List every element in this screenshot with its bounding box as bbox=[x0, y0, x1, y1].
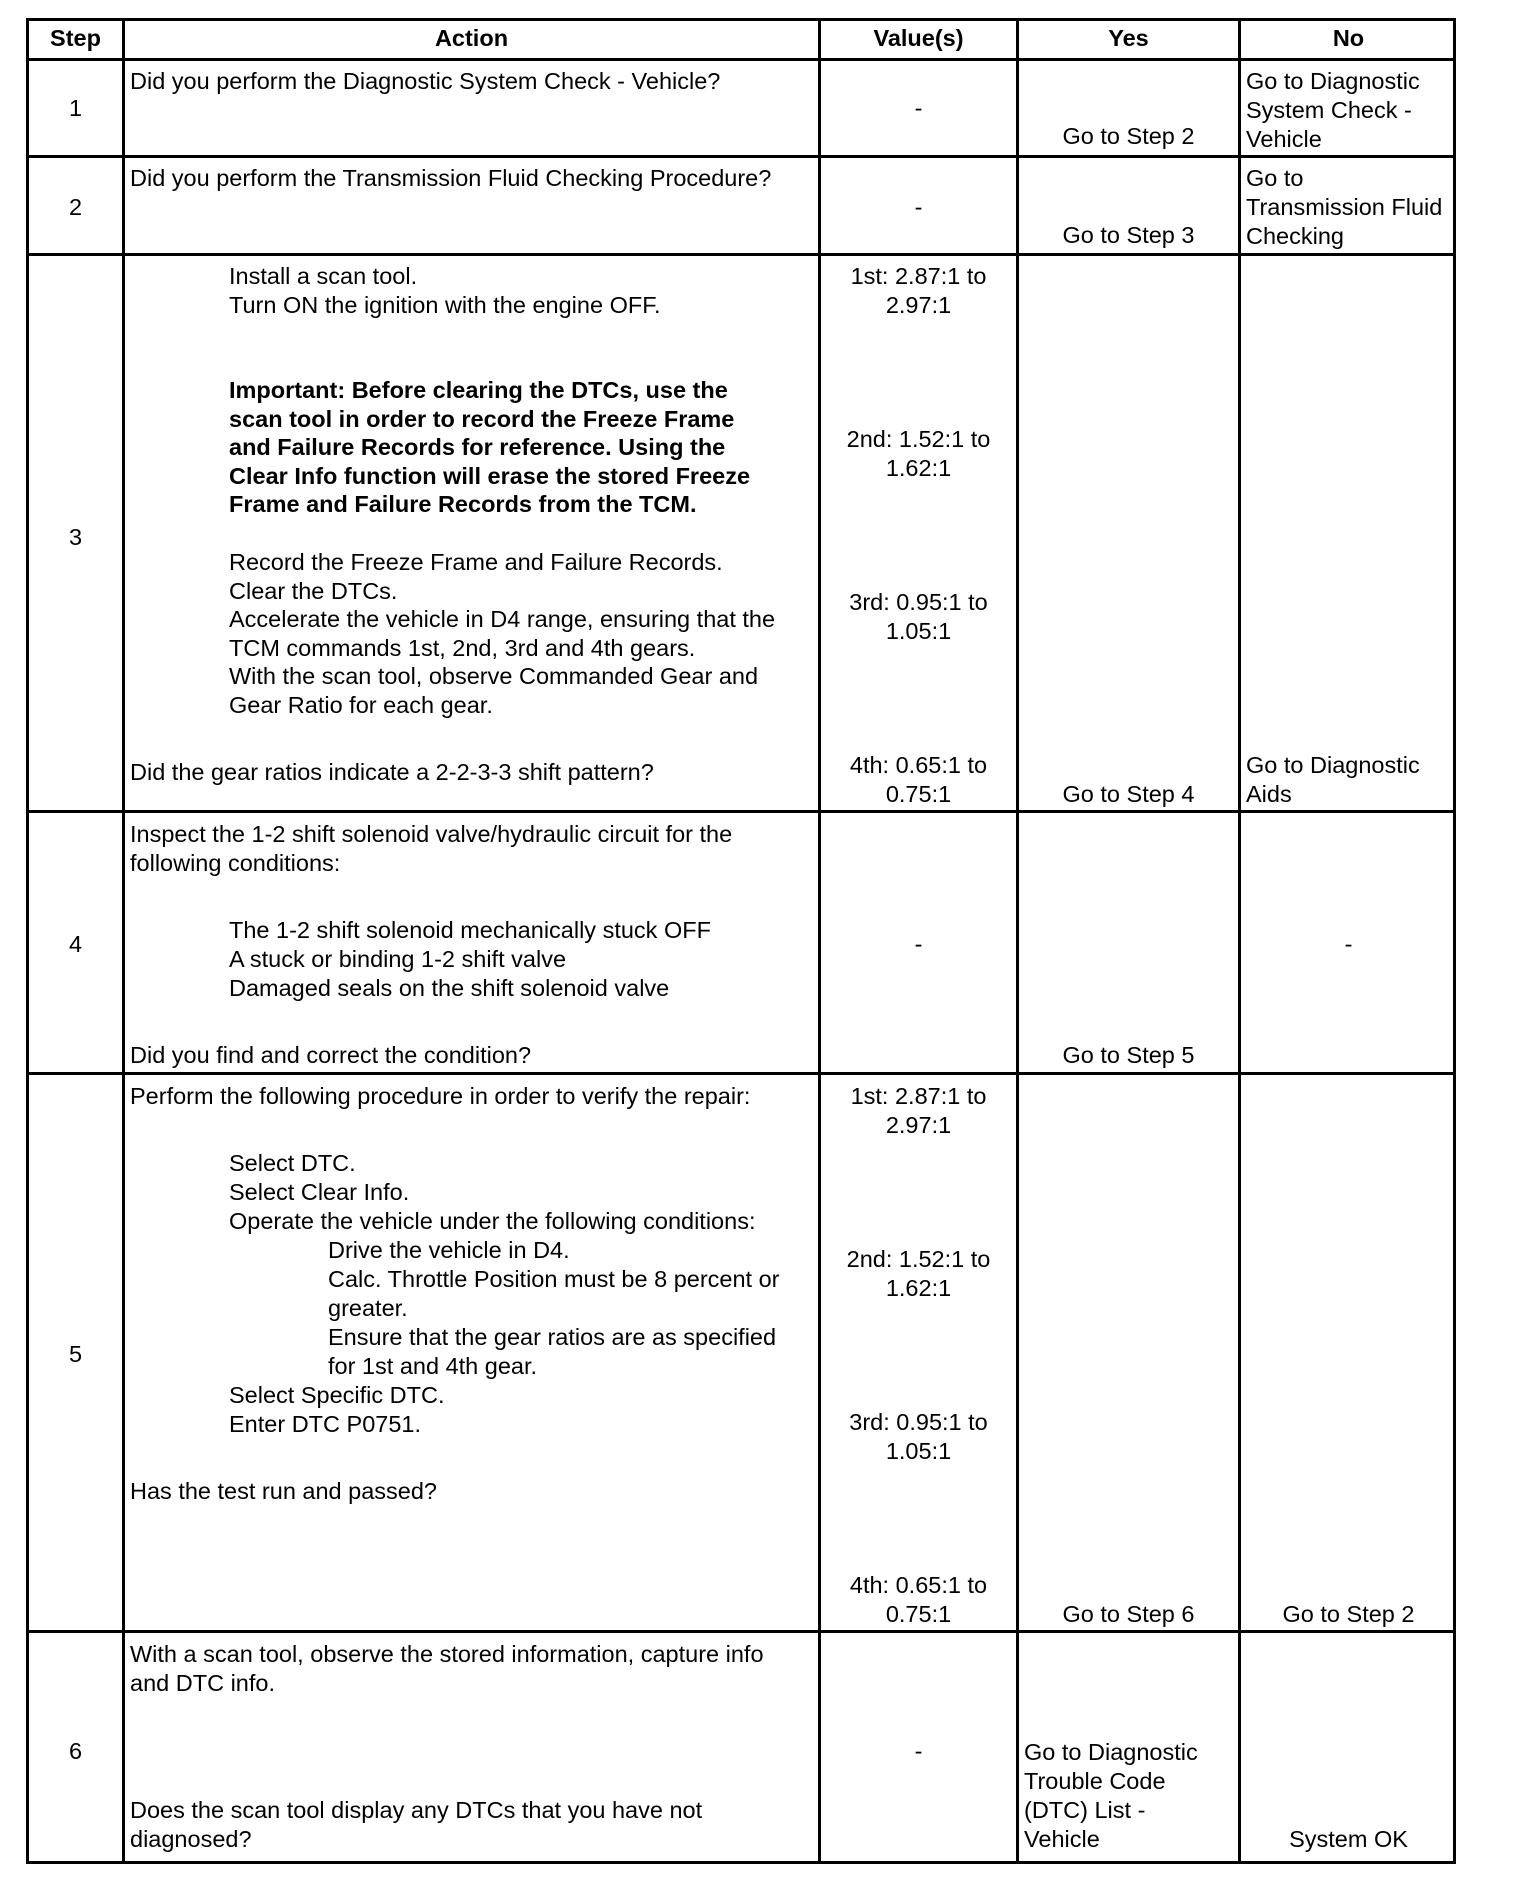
action-intro: With a scan tool, observe the stored information, capture info bbox=[130, 1641, 764, 1667]
gear-ratio-value: 0.75:1 bbox=[885, 1601, 952, 1627]
action-step: With the scan tool, observe Commanded Gear and bbox=[229, 663, 759, 689]
action-step: Accelerate the vehicle in D4 range, ensuring that the bbox=[229, 606, 776, 632]
action-step: Install a scan tool. bbox=[229, 263, 418, 289]
no-cell: Go to Step 2 bbox=[1282, 1601, 1415, 1627]
gear-ratio-value: 1.05:1 bbox=[885, 1438, 952, 1464]
action-step: TCM commands 1st, 2nd, 3rd and 4th gears. bbox=[229, 635, 696, 661]
action-intro: following conditions: bbox=[130, 850, 341, 876]
gear-ratio-value: 2.97:1 bbox=[885, 292, 952, 318]
action-question: diagnosed? bbox=[130, 1826, 252, 1852]
condition-item: A stuck or binding 1-2 shift valve bbox=[229, 946, 567, 972]
no-cell: - bbox=[1344, 931, 1353, 957]
important-note-line: Important: Before clearing the DTCs, use the bbox=[229, 377, 728, 403]
gear-ratio-value: 2.97:1 bbox=[885, 1112, 952, 1138]
action-step: Record the Freeze Frame and Failure Records. bbox=[229, 549, 723, 575]
gear-ratio-value: 4th: 0.65:1 to bbox=[849, 1572, 988, 1598]
important-note-line: and Failure Records for reference. Using the bbox=[229, 434, 726, 460]
step-number: 1 bbox=[68, 95, 83, 121]
action-step: Select Clear Info. bbox=[229, 1179, 410, 1205]
no-cell-line: Checking bbox=[1246, 223, 1344, 249]
no-cell-line: Go to Diagnostic bbox=[1246, 752, 1420, 778]
action-step: Gear Ratio for each gear. bbox=[229, 692, 493, 718]
action-intro: Inspect the 1-2 shift solenoid valve/hydraulic circuit for the bbox=[130, 821, 733, 847]
header-yes: Yes bbox=[1108, 25, 1149, 51]
yes-cell-line: Go to Diagnostic bbox=[1024, 1739, 1198, 1765]
gear-ratio-value: 1.62:1 bbox=[885, 1275, 952, 1301]
condition-item: The 1-2 shift solenoid mechanically stuck OFF bbox=[229, 917, 711, 943]
yes-cell-line: Vehicle bbox=[1024, 1826, 1100, 1852]
action-question: Did you find and correct the condition? bbox=[130, 1042, 532, 1068]
step-number: 6 bbox=[68, 1738, 83, 1764]
no-cell-line: Vehicle bbox=[1246, 126, 1322, 152]
action-step: Clear the DTCs. bbox=[229, 578, 398, 604]
value-cell: - bbox=[914, 95, 923, 121]
no-cell-line: Aids bbox=[1246, 781, 1292, 807]
action-step: Turn ON the ignition with the engine OFF. bbox=[229, 292, 661, 318]
value-cell: - bbox=[914, 931, 923, 957]
important-note-line: Clear Info function will erase the stored Freeze bbox=[229, 463, 751, 489]
no-cell: System OK bbox=[1289, 1826, 1408, 1852]
header-step: Step bbox=[50, 25, 101, 51]
step-number: 4 bbox=[68, 931, 83, 957]
no-cell-line: System Check - bbox=[1246, 97, 1412, 123]
action-question: Did you perform the Transmission Fluid Checking Procedure? bbox=[130, 165, 772, 191]
column-divider bbox=[122, 18, 125, 1864]
column-divider bbox=[1016, 18, 1019, 1864]
action-step: Operate the vehicle under the following conditions: bbox=[229, 1208, 756, 1234]
gear-ratio-value: 1st: 2.87:1 to bbox=[850, 263, 987, 289]
important-note-line: Frame and Failure Records from the TCM. bbox=[229, 491, 697, 517]
gear-ratio-value: 3rd: 0.95:1 to bbox=[849, 1409, 988, 1435]
value-cell: - bbox=[914, 1738, 923, 1764]
yes-cell-line: (DTC) List - bbox=[1024, 1797, 1146, 1823]
row-divider bbox=[26, 1072, 1456, 1075]
yes-cell: Go to Step 6 bbox=[1062, 1601, 1195, 1627]
action-question: Did the gear ratios indicate a 2-2-3-3 shift pattern? bbox=[130, 759, 654, 785]
gear-ratio-value: 1.05:1 bbox=[885, 618, 952, 644]
header-action: Action bbox=[434, 25, 509, 51]
yes-cell-line: Trouble Code bbox=[1024, 1768, 1166, 1794]
action-question: Does the scan tool display any DTCs that you have not bbox=[130, 1797, 703, 1823]
no-cell-line: Go to Diagnostic bbox=[1246, 68, 1420, 94]
action-substep: greater. bbox=[328, 1295, 408, 1321]
yes-cell: Go to Step 2 bbox=[1062, 123, 1195, 149]
header-values: Value(s) bbox=[873, 25, 964, 51]
gear-ratio-value: 2nd: 1.52:1 to bbox=[846, 426, 991, 452]
step-number: 3 bbox=[68, 524, 83, 550]
action-step: Select DTC. bbox=[229, 1150, 356, 1176]
gear-ratio-value: 3rd: 0.95:1 to bbox=[849, 589, 988, 615]
gear-ratio-value: 1.62:1 bbox=[885, 455, 952, 481]
no-cell-line: Go to bbox=[1246, 165, 1304, 191]
action-substep: Drive the vehicle in D4. bbox=[328, 1237, 570, 1263]
row-divider bbox=[26, 1630, 1456, 1633]
action-intro: and DTC info. bbox=[130, 1670, 275, 1696]
action-intro: Perform the following procedure in order to verify the repair: bbox=[130, 1083, 751, 1109]
action-substep: Ensure that the gear ratios are as specified bbox=[328, 1324, 777, 1350]
gear-ratio-value: 0.75:1 bbox=[885, 781, 952, 807]
action-question: Did you perform the Diagnostic System Check - Vehicle? bbox=[130, 68, 721, 94]
value-cell: - bbox=[914, 194, 923, 220]
action-substep: for 1st and 4th gear. bbox=[328, 1353, 538, 1379]
yes-cell: Go to Step 5 bbox=[1062, 1042, 1195, 1068]
no-cell-line: Transmission Fluid bbox=[1246, 194, 1443, 220]
row-divider bbox=[26, 58, 1456, 61]
gear-ratio-value: 2nd: 1.52:1 to bbox=[846, 1246, 991, 1272]
row-divider bbox=[26, 155, 1456, 158]
step-number: 5 bbox=[68, 1341, 83, 1367]
step-number: 2 bbox=[68, 194, 83, 220]
action-step: Enter DTC P0751. bbox=[229, 1411, 422, 1437]
important-note-line: scan tool in order to record the Freeze Frame bbox=[229, 406, 735, 432]
row-divider bbox=[26, 253, 1456, 256]
action-substep: Calc. Throttle Position must be 8 percent or bbox=[328, 1266, 780, 1292]
yes-cell: Go to Step 4 bbox=[1062, 781, 1195, 807]
row-divider bbox=[26, 810, 1456, 813]
gear-ratio-value: 4th: 0.65:1 to bbox=[849, 752, 988, 778]
header-no: No bbox=[1332, 25, 1365, 51]
condition-item: Damaged seals on the shift solenoid valve bbox=[229, 975, 670, 1001]
action-step: Select Specific DTC. bbox=[229, 1382, 445, 1408]
gear-ratio-value: 1st: 2.87:1 to bbox=[850, 1083, 987, 1109]
yes-cell: Go to Step 3 bbox=[1062, 222, 1195, 248]
action-question: Has the test run and passed? bbox=[130, 1478, 438, 1504]
